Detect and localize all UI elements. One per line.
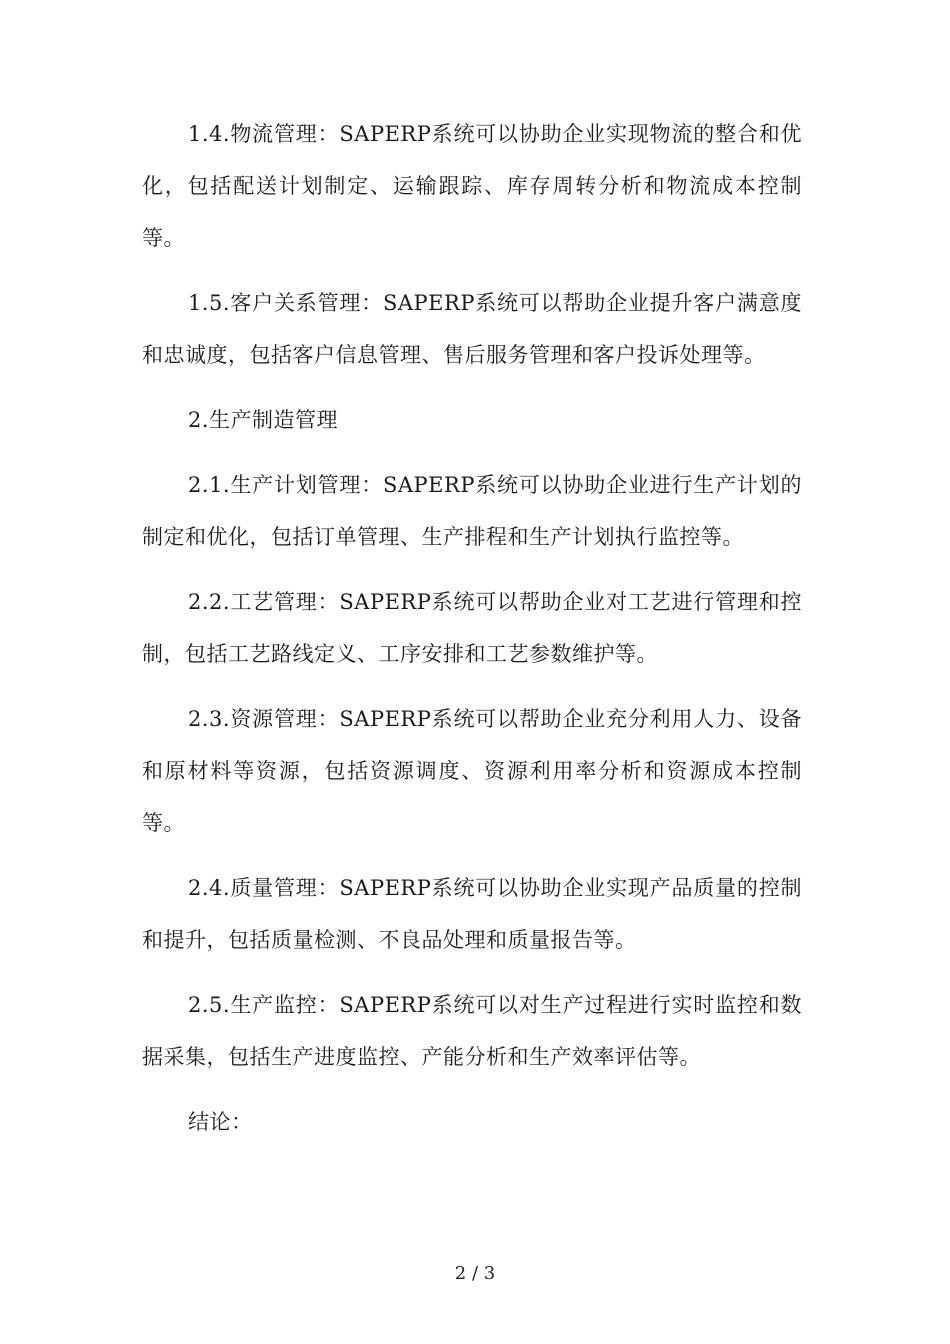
document-body <box>142 108 802 1161</box>
paragraph-crm: 1.5.客户关系管理：SAPERP系统可以帮助企业提升客户满意度和忠诚度，包括客户信息管理、售后服务管理和客户投诉处理等。 <box>142 291 802 367</box>
paragraph-quality-management: 2.4.质量管理：SAPERP系统可以协助企业实现产品质量的控制和提升，包括质量检测、不良品处理和质量报告等。 <box>142 876 802 952</box>
paragraph-production-monitoring: 2.5.生产监控：SAPERP系统可以对生产过程进行实时监控和数据采集，包括生产进度监控、产能分析和生产效率评估等。 <box>142 993 802 1069</box>
heading-conclusion: 结论： <box>188 1110 253 1134</box>
page-number: 2 / 3 <box>454 1263 496 1284</box>
paragraph-process-management: 2.2.工艺管理：SAPERP系统可以帮助企业对工艺进行管理和控制，包括工艺路线定义、工序安排和工艺参数维护等。 <box>142 590 802 666</box>
paragraph-logistics: 1.4.物流管理：SAPERP系统可以协助企业实现物流的整合和优化，包括配送计划制定、运输跟踪、库存周转分析和物流成本控制等。 <box>142 122 802 250</box>
section-heading-manufacturing: 2.生产制造管理 <box>188 408 339 432</box>
paragraph-resource-management: 2.3.资源管理：SAPERP系统可以帮助企业充分利用人力、设备和原材料等资源，包括资源调度、资源利用率分析和资源成本控制等。 <box>142 707 802 835</box>
paragraph-production-planning: 2.1.生产计划管理：SAPERP系统可以协助企业进行生产计划的制定和优化，包括订单管理、生产排程和生产计划执行监控等。 <box>142 473 802 549</box>
